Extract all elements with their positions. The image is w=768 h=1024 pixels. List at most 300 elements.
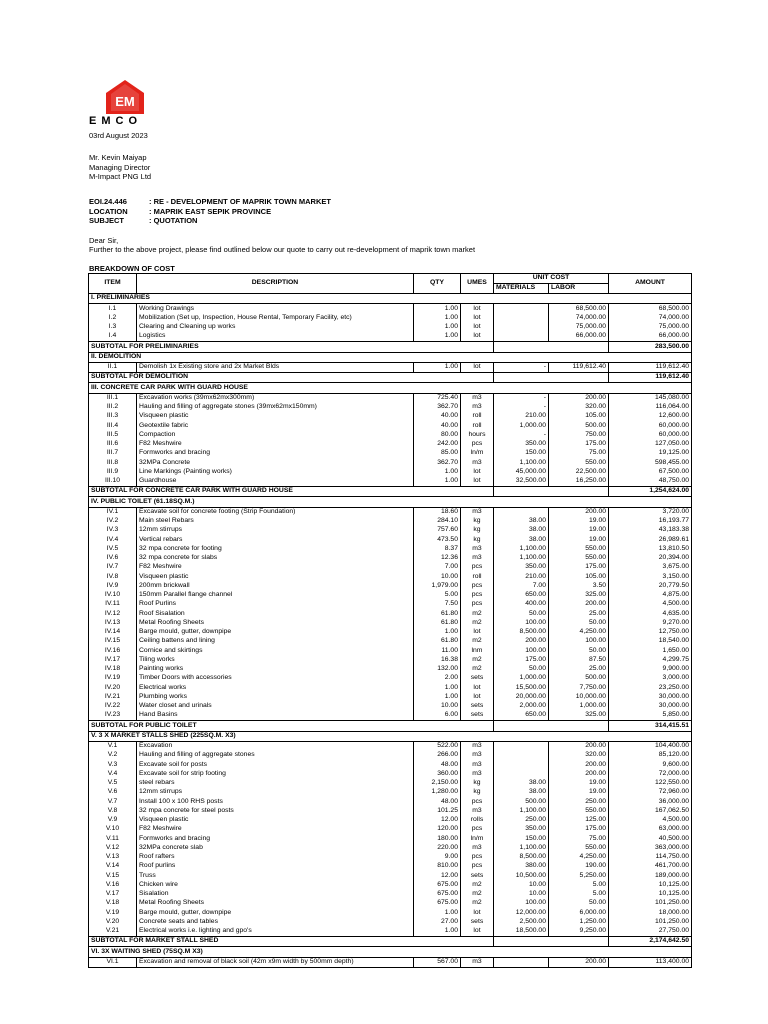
item-unit: m2 [461, 881, 494, 890]
recipient-name: Mr. Kevin Maiyap [89, 153, 147, 162]
item-labor: 550.00 [549, 844, 609, 853]
item-qty: 1.00 [414, 332, 461, 342]
item-unit: lot [461, 468, 494, 477]
item-number: V.17 [89, 890, 137, 899]
item-unit: kg [461, 526, 494, 535]
subtotal-label: SUBTOTAL FOR PUBLIC TOILET [89, 721, 494, 731]
table-row [89, 656, 692, 665]
item-unit: sets [461, 702, 494, 711]
item-labor: 16,250.00 [549, 477, 609, 487]
item-materials: 1,100.00 [494, 807, 549, 816]
item-description: Excavation and removal of black soil (42m x9m width by 500mm depth) [137, 957, 414, 967]
item-qty: 12.36 [414, 554, 461, 563]
item-materials: - [494, 393, 549, 403]
item-amount: 127,050.00 [609, 440, 692, 449]
item-description: Roof rafters [137, 853, 414, 862]
item-labor: 4,250.00 [549, 628, 609, 637]
item-description: Electrical works i.e. lighting and gpo's [137, 927, 414, 937]
item-labor: 250.00 [549, 797, 609, 806]
item-amount: 19,125.00 [609, 449, 692, 458]
item-labor: 7,750.00 [549, 683, 609, 692]
item-materials: 38.00 [494, 779, 549, 788]
recipient-company: M-Impact PNG Ltd [89, 172, 152, 181]
item-unit: kg [461, 517, 494, 526]
item-materials [494, 770, 549, 779]
item-qty: 810.00 [414, 862, 461, 871]
item-number: V.15 [89, 871, 137, 880]
item-qty: 220.00 [414, 844, 461, 853]
item-description: Clearing and Cleaning up works [137, 323, 414, 332]
table-row [89, 862, 692, 871]
item-unit: sets [461, 918, 494, 927]
item-unit: pcs [461, 563, 494, 572]
item-labor: 550.00 [549, 554, 609, 563]
item-amount: 4,299.75 [609, 656, 692, 665]
item-qty: 10.00 [414, 702, 461, 711]
item-description: Demolish 1x Existing store and 2x Market Blds [137, 362, 414, 372]
table-row [89, 711, 692, 721]
item-unit: kg [461, 535, 494, 544]
meta-key: SUBJECT [89, 216, 125, 225]
item-number: IV.7 [89, 563, 137, 572]
item-number: III.8 [89, 458, 137, 467]
item-materials: 210.00 [494, 572, 549, 581]
item-labor: 119,612.40 [549, 362, 609, 372]
table-row [89, 440, 692, 449]
item-materials: 400.00 [494, 600, 549, 609]
header-qty: QTY [414, 274, 461, 294]
item-amount: 167,062.50 [609, 807, 692, 816]
item-unit: m3 [461, 403, 494, 412]
item-amount: 3,720.00 [609, 507, 692, 517]
item-description: Visqueen plastic [137, 412, 414, 421]
subtotal-amount: 1,254,624.00 [609, 487, 692, 497]
item-materials: 50.00 [494, 665, 549, 674]
item-qty: 48.00 [414, 760, 461, 769]
item-unit: lot [461, 628, 494, 637]
item-description: Hauling and filling of aggregate stones (39mx62mx150mm) [137, 403, 414, 412]
item-qty: 266.00 [414, 751, 461, 760]
item-number: IV.5 [89, 545, 137, 554]
item-amount: 10,125.00 [609, 890, 692, 899]
item-unit: m3 [461, 751, 494, 760]
item-amount: 4,500.00 [609, 816, 692, 825]
item-description: Mobilization (Set up, Inspection, House Rental, Temporary Facility, etc) [137, 314, 414, 323]
item-materials: 1,000.00 [494, 674, 549, 683]
item-qty: 1.00 [414, 628, 461, 637]
item-labor: 175.00 [549, 825, 609, 834]
item-number: IV.12 [89, 609, 137, 618]
item-number: IV.19 [89, 674, 137, 683]
subtotal-spacer [494, 373, 609, 383]
item-description: 12mm stirrups [137, 788, 414, 797]
item-labor: 125.00 [549, 816, 609, 825]
section-header-row [89, 383, 692, 393]
item-labor: 320.00 [549, 403, 609, 412]
item-number: IV.23 [89, 711, 137, 721]
item-materials: 210.00 [494, 412, 549, 421]
item-qty: 9.00 [414, 853, 461, 862]
item-labor: 5.00 [549, 881, 609, 890]
item-number: V.8 [89, 807, 137, 816]
item-number: IV.9 [89, 582, 137, 591]
item-description: 32MPa Concrete [137, 458, 414, 467]
item-unit: m2 [461, 665, 494, 674]
item-materials: 8,500.00 [494, 853, 549, 862]
item-materials: 15,500.00 [494, 683, 549, 692]
intro-paragraph: Further to the above project, please find outlined below our quote to carry out re-development of maprik town market [89, 245, 476, 254]
cost-breakdown-table [88, 273, 692, 968]
item-labor: 320.00 [549, 751, 609, 760]
item-qty: 85.00 [414, 449, 461, 458]
item-number: V.9 [89, 816, 137, 825]
item-qty: 48.00 [414, 797, 461, 806]
item-qty: 120.00 [414, 825, 461, 834]
item-qty: 12.00 [414, 871, 461, 880]
item-unit: sets [461, 674, 494, 683]
item-qty: 522.00 [414, 741, 461, 751]
item-description: Ceiling battens and lining [137, 637, 414, 646]
meta-key: LOCATION [89, 206, 128, 216]
item-unit: m3 [461, 554, 494, 563]
item-amount: 461,700.00 [609, 862, 692, 871]
item-materials: 150.00 [494, 834, 549, 843]
table-row [89, 323, 692, 332]
item-number: V.13 [89, 853, 137, 862]
subtotal-row [89, 342, 692, 352]
item-number: III.6 [89, 440, 137, 449]
item-qty: 362.70 [414, 458, 461, 467]
item-description: Line Markings (Painting works) [137, 468, 414, 477]
section-title: II. DEMOLITION [89, 352, 692, 362]
table-row [89, 526, 692, 535]
item-description: 150mm Parallel flange channel [137, 591, 414, 600]
item-number: V.10 [89, 825, 137, 834]
item-qty: 6.00 [414, 711, 461, 721]
item-labor: 19.00 [549, 535, 609, 544]
item-amount: 4,875.00 [609, 591, 692, 600]
item-unit: m2 [461, 899, 494, 908]
letter-date: 03rd August 2023 [89, 131, 148, 140]
item-unit: pcs [461, 853, 494, 862]
item-number: IV.6 [89, 554, 137, 563]
item-unit: lot [461, 683, 494, 692]
item-qty: 242.00 [414, 440, 461, 449]
item-unit: sets [461, 711, 494, 721]
item-qty: 1,280.00 [414, 788, 461, 797]
item-qty: 757.60 [414, 526, 461, 535]
item-description: Compaction [137, 431, 414, 440]
section-header-row [89, 352, 692, 362]
item-description: Visqueen plastic [137, 572, 414, 581]
item-qty: 11.00 [414, 646, 461, 655]
item-unit: m2 [461, 637, 494, 646]
item-materials: 45,000.00 [494, 468, 549, 477]
table-row [89, 554, 692, 563]
item-number: IV.11 [89, 600, 137, 609]
item-labor: 4,250.00 [549, 853, 609, 862]
item-description: Excavation works (39mx62mx300mm) [137, 393, 414, 403]
item-description: Truss [137, 871, 414, 880]
table-row [89, 362, 692, 372]
item-labor: 75,000.00 [549, 323, 609, 332]
salutation: Dear Sir, [89, 236, 119, 245]
item-description: Timber Doors with accessories [137, 674, 414, 683]
item-number: VI.1 [89, 957, 137, 967]
item-number: III.7 [89, 449, 137, 458]
item-description: 32 mpa concrete for footing [137, 545, 414, 554]
item-labor: 6,000.00 [549, 908, 609, 917]
item-materials: 650.00 [494, 591, 549, 600]
item-qty: 675.00 [414, 899, 461, 908]
item-materials: 1,100.00 [494, 554, 549, 563]
header-item: ITEM [89, 274, 137, 294]
item-unit: lot [461, 693, 494, 702]
item-labor: 19.00 [549, 779, 609, 788]
item-qty: 1.00 [414, 362, 461, 372]
item-amount: 104,400.00 [609, 741, 692, 751]
item-unit: m2 [461, 890, 494, 899]
meta-row [89, 207, 331, 217]
item-materials: 10.00 [494, 890, 549, 899]
item-amount: 13,810.50 [609, 545, 692, 554]
item-labor: 500.00 [549, 674, 609, 683]
header-description: DESCRIPTION [137, 274, 414, 294]
item-number: V.2 [89, 751, 137, 760]
table-row [89, 314, 692, 323]
item-qty: 1.00 [414, 477, 461, 487]
item-description: steel rebars [137, 779, 414, 788]
item-amount: 30,000.00 [609, 693, 692, 702]
item-description: Hauling and filling of aggregate stones [137, 751, 414, 760]
table-row [89, 908, 692, 917]
table-row [89, 797, 692, 806]
item-number: V.19 [89, 908, 137, 917]
item-materials [494, 304, 549, 314]
item-qty: 5.00 [414, 591, 461, 600]
item-qty: 675.00 [414, 881, 461, 890]
item-unit: m2 [461, 609, 494, 618]
item-materials [494, 314, 549, 323]
meta-value: : QUOTATION [149, 216, 198, 225]
table-row [89, 871, 692, 880]
item-labor: 75.00 [549, 449, 609, 458]
table-row [89, 834, 692, 843]
table-row [89, 332, 692, 342]
item-materials: 7.00 [494, 582, 549, 591]
table-row [89, 693, 692, 702]
item-materials: 150.00 [494, 449, 549, 458]
item-unit: pcs [461, 862, 494, 871]
item-description: Roof purlins [137, 862, 414, 871]
item-materials: 100.00 [494, 619, 549, 628]
table-row [89, 957, 692, 967]
item-number: I.1 [89, 304, 137, 314]
item-amount: 4,635.00 [609, 609, 692, 618]
item-qty: 1.00 [414, 314, 461, 323]
item-unit: m3 [461, 770, 494, 779]
subtotal-label: SUBTOTAL FOR PRELIMINARIES [89, 342, 494, 352]
item-amount: 67,500.00 [609, 468, 692, 477]
item-amount: 23,250.00 [609, 683, 692, 692]
item-unit: m2 [461, 619, 494, 628]
item-amount: 1,650.00 [609, 646, 692, 655]
item-amount: 122,550.00 [609, 779, 692, 788]
item-unit: m3 [461, 957, 494, 967]
item-unit: lot [461, 362, 494, 372]
section-title: VI. 3X WAITING SHED (75SQ.M X3) [89, 947, 692, 957]
item-materials: 1,100.00 [494, 844, 549, 853]
project-meta [89, 197, 331, 226]
item-number: IV.13 [89, 619, 137, 628]
item-amount: 30,000.00 [609, 702, 692, 711]
item-amount: 27,750.00 [609, 927, 692, 937]
item-qty: 1,979.00 [414, 582, 461, 591]
item-number: IV.1 [89, 507, 137, 517]
item-unit: lot [461, 323, 494, 332]
item-materials: 650.00 [494, 711, 549, 721]
item-materials: 20,000.00 [494, 693, 549, 702]
item-description: Water closet and urinals [137, 702, 414, 711]
item-unit: m3 [461, 760, 494, 769]
subtotal-amount: 283,500.00 [609, 342, 692, 352]
subtotal-amount: 314,415.51 [609, 721, 692, 731]
item-materials: 200.00 [494, 637, 549, 646]
table-row [89, 393, 692, 403]
item-description: Excavate soil for strip footing [137, 770, 414, 779]
item-amount: 74,000.00 [609, 314, 692, 323]
item-qty: 40.00 [414, 412, 461, 421]
item-amount: 10,125.00 [609, 881, 692, 890]
item-materials: 12,000.00 [494, 908, 549, 917]
table-row [89, 619, 692, 628]
table-row [89, 412, 692, 421]
table-row [89, 770, 692, 779]
item-number: V.14 [89, 862, 137, 871]
svg-text:EM: EM [115, 94, 135, 109]
item-description: Metal Roofing Sheets [137, 899, 414, 908]
item-amount: 113,400.00 [609, 957, 692, 967]
subtotal-spacer [494, 487, 609, 497]
item-labor: 1,000.00 [549, 702, 609, 711]
table-row [89, 844, 692, 853]
table-row [89, 507, 692, 517]
item-labor: 100.00 [549, 637, 609, 646]
item-qty: 1.00 [414, 683, 461, 692]
item-qty: 567.00 [414, 957, 461, 967]
item-unit: m3 [461, 507, 494, 517]
item-unit: m3 [461, 458, 494, 467]
item-materials: 38.00 [494, 788, 549, 797]
item-amount: 26,989.61 [609, 535, 692, 544]
item-number: III.4 [89, 421, 137, 430]
item-amount: 20,394.00 [609, 554, 692, 563]
item-number: III.9 [89, 468, 137, 477]
item-labor: 200.00 [549, 393, 609, 403]
item-number: IV.16 [89, 646, 137, 655]
table-row [89, 825, 692, 834]
subtotal-row [89, 937, 692, 947]
item-materials: 100.00 [494, 646, 549, 655]
section-title: III. CONCRETE CAR PARK WITH GUARD HOUSE [89, 383, 692, 393]
item-number: IV.3 [89, 526, 137, 535]
item-amount: 75,000.00 [609, 323, 692, 332]
item-number: V.5 [89, 779, 137, 788]
item-materials: - [494, 403, 549, 412]
item-labor: 68,500.00 [549, 304, 609, 314]
item-description: Electrical works [137, 683, 414, 692]
item-labor: 200.00 [549, 760, 609, 769]
table-row [89, 674, 692, 683]
item-amount: 20,779.50 [609, 582, 692, 591]
item-unit: kg [461, 779, 494, 788]
item-qty: 40.00 [414, 421, 461, 430]
item-description: Working Drawings [137, 304, 414, 314]
item-unit: hours [461, 431, 494, 440]
item-amount: 72,000.00 [609, 770, 692, 779]
table-row [89, 741, 692, 751]
item-unit: pcs [461, 600, 494, 609]
cost-table-body [89, 294, 692, 968]
item-materials [494, 760, 549, 769]
item-amount: 9,900.00 [609, 665, 692, 674]
item-qty: 1.00 [414, 693, 461, 702]
item-materials: - [494, 362, 549, 372]
item-labor: 25.00 [549, 665, 609, 674]
item-amount: 12,600.00 [609, 412, 692, 421]
table-row [89, 431, 692, 440]
table-row [89, 517, 692, 526]
table-row [89, 403, 692, 412]
section-header-row [89, 731, 692, 741]
item-qty: 1.00 [414, 908, 461, 917]
item-description: Roof Purlins [137, 600, 414, 609]
item-qty: 360.00 [414, 770, 461, 779]
item-unit: ln/m [461, 449, 494, 458]
item-labor: 75.00 [549, 834, 609, 843]
item-number: V.6 [89, 788, 137, 797]
item-amount: 145,080.00 [609, 393, 692, 403]
subtotal-spacer [494, 721, 609, 731]
item-description: Painting works [137, 665, 414, 674]
item-unit: lot [461, 314, 494, 323]
table-row [89, 807, 692, 816]
item-number: I.2 [89, 314, 137, 323]
table-row [89, 572, 692, 581]
meta-value: : RE - DEVELOPMENT OF MAPRIK TOWN MARKET [149, 197, 331, 206]
item-qty: 2.00 [414, 674, 461, 683]
item-qty: 1.00 [414, 323, 461, 332]
recipient-title: Managing Director [89, 162, 151, 172]
item-description: Roof Sisalation [137, 609, 414, 618]
item-unit: kg [461, 788, 494, 797]
item-description: Vertical rebars [137, 535, 414, 544]
item-labor: 105.00 [549, 572, 609, 581]
table-row [89, 468, 692, 477]
item-description: 200mm brickwall [137, 582, 414, 591]
item-labor: 175.00 [549, 563, 609, 572]
subtotal-spacer [494, 937, 609, 947]
item-unit: pcs [461, 440, 494, 449]
item-materials: 175.00 [494, 656, 549, 665]
item-materials: 500.00 [494, 797, 549, 806]
item-unit: sets [461, 871, 494, 880]
item-unit: m3 [461, 807, 494, 816]
item-number: III.1 [89, 393, 137, 403]
item-qty: 1.00 [414, 927, 461, 937]
item-amount: 48,750.00 [609, 477, 692, 487]
item-number: IV.17 [89, 656, 137, 665]
